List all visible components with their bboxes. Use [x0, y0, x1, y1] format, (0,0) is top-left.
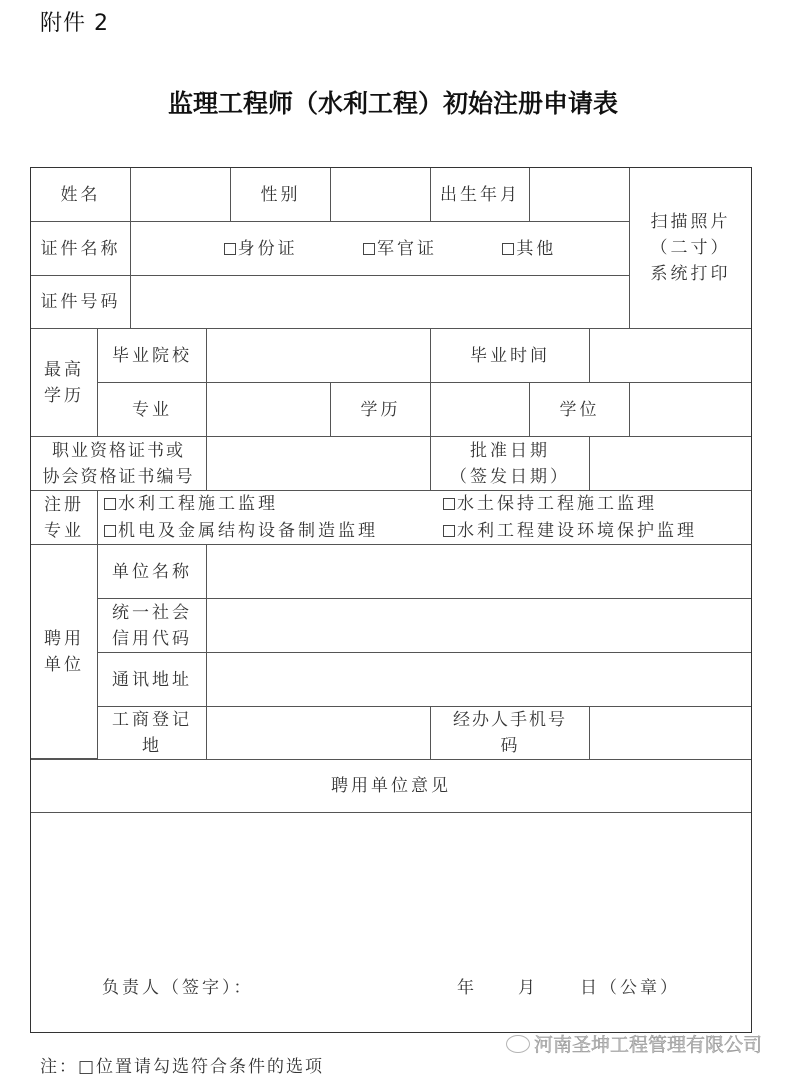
photo-label-line: 扫描照片 [650, 212, 731, 232]
photo-label-line: （二寸） [650, 238, 731, 258]
registration-place-field[interactable] [206, 706, 431, 760]
date-year-label: 年 [457, 978, 477, 998]
degree-level-label: 学历 [330, 382, 431, 437]
attachment-label: 附件 2 [40, 11, 109, 36]
wechat-icon [506, 1035, 530, 1053]
registration-major-options [97, 490, 752, 545]
checkbox-icon[interactable] [363, 243, 375, 255]
opinion-field[interactable] [30, 812, 752, 1033]
major-option-electromechanical[interactable]: 机电及金属结构设备制造监理 [104, 518, 443, 545]
id-type-option-other[interactable]: 其他 [502, 236, 556, 262]
checkbox-icon[interactable] [224, 243, 236, 255]
footnote: 注：□位置请勾选符合条件的选项 [40, 1057, 325, 1077]
checkbox-icon[interactable] [104, 525, 116, 537]
checkbox-icon[interactable] [104, 498, 116, 510]
degree-label: 学位 [529, 382, 630, 437]
registration-major-label: 注册 专业 [30, 490, 98, 545]
address-label: 通讯地址 [97, 652, 207, 707]
gender-field[interactable] [330, 167, 431, 222]
checkbox-icon[interactable] [443, 498, 455, 510]
approval-date-label: 批准日期 （签发日期） [430, 436, 590, 491]
approval-date-field[interactable] [589, 436, 752, 491]
name-label: 姓名 [30, 167, 131, 222]
employer-group-label: 聘用 单位 [30, 544, 98, 759]
date-month-label: 月 [518, 978, 538, 998]
unit-name-field[interactable] [206, 544, 752, 599]
photo-label-line: 系统打印 [650, 264, 731, 284]
major-field[interactable] [206, 382, 331, 437]
certificate-number-label: 职业资格证书或 协会资格证书编号 [30, 436, 207, 491]
major-option-water-construction[interactable]: 水利工程施工监理 [104, 491, 443, 518]
major-option-soil-conservation[interactable]: 水土保持工程施工监理 [443, 491, 697, 518]
grad-time-field[interactable] [589, 328, 752, 383]
degree-field[interactable] [629, 382, 752, 437]
certificate-number-field[interactable] [206, 436, 431, 491]
grad-time-label: 毕业时间 [430, 328, 590, 383]
education-group-label: 最高 学历 [30, 328, 98, 437]
unit-name-label: 单位名称 [97, 544, 207, 599]
major-option-environment[interactable]: 水利工程建设环境保护监理 [443, 518, 697, 545]
watermark: 河南圣坤工程管理有限公司 [506, 1030, 762, 1057]
id-number-field[interactable] [130, 275, 630, 329]
degree-level-field[interactable] [430, 382, 530, 437]
form-title: 监理工程师（水利工程）初始注册申请表 [167, 89, 618, 118]
gender-label: 性别 [230, 167, 331, 222]
registration-place-label: 工商登记 地 [97, 706, 207, 760]
checkbox-icon[interactable] [502, 243, 514, 255]
school-label: 毕业院校 [97, 328, 207, 383]
birth-label: 出生年月 [430, 167, 530, 222]
credit-code-label: 统一社会 信用代码 [97, 598, 207, 653]
id-number-label: 证件号码 [30, 275, 131, 329]
address-field[interactable] [206, 652, 752, 707]
photo-placeholder [629, 167, 752, 329]
credit-code-field[interactable] [206, 598, 752, 653]
id-type-option-officer[interactable]: 军官证 [363, 236, 437, 262]
birth-field[interactable] [529, 167, 630, 222]
opinion-header: 聘用单位意见 [30, 759, 752, 813]
handler-phone-label: 经办人手机号 码 [430, 706, 590, 760]
name-field[interactable] [130, 167, 231, 222]
id-type-option-idcard[interactable]: 身份证 [224, 236, 298, 262]
signer-label: 负责人（签字）： [102, 978, 254, 998]
registration-form [30, 167, 752, 1033]
major-label: 专业 [97, 382, 207, 437]
id-type-label: 证件名称 [30, 221, 131, 276]
handler-phone-field[interactable] [589, 706, 752, 760]
id-type-options [130, 221, 630, 276]
date-day-seal-label: 日（公章） [580, 978, 680, 998]
school-field[interactable] [206, 328, 431, 383]
checkbox-icon[interactable] [443, 525, 455, 537]
